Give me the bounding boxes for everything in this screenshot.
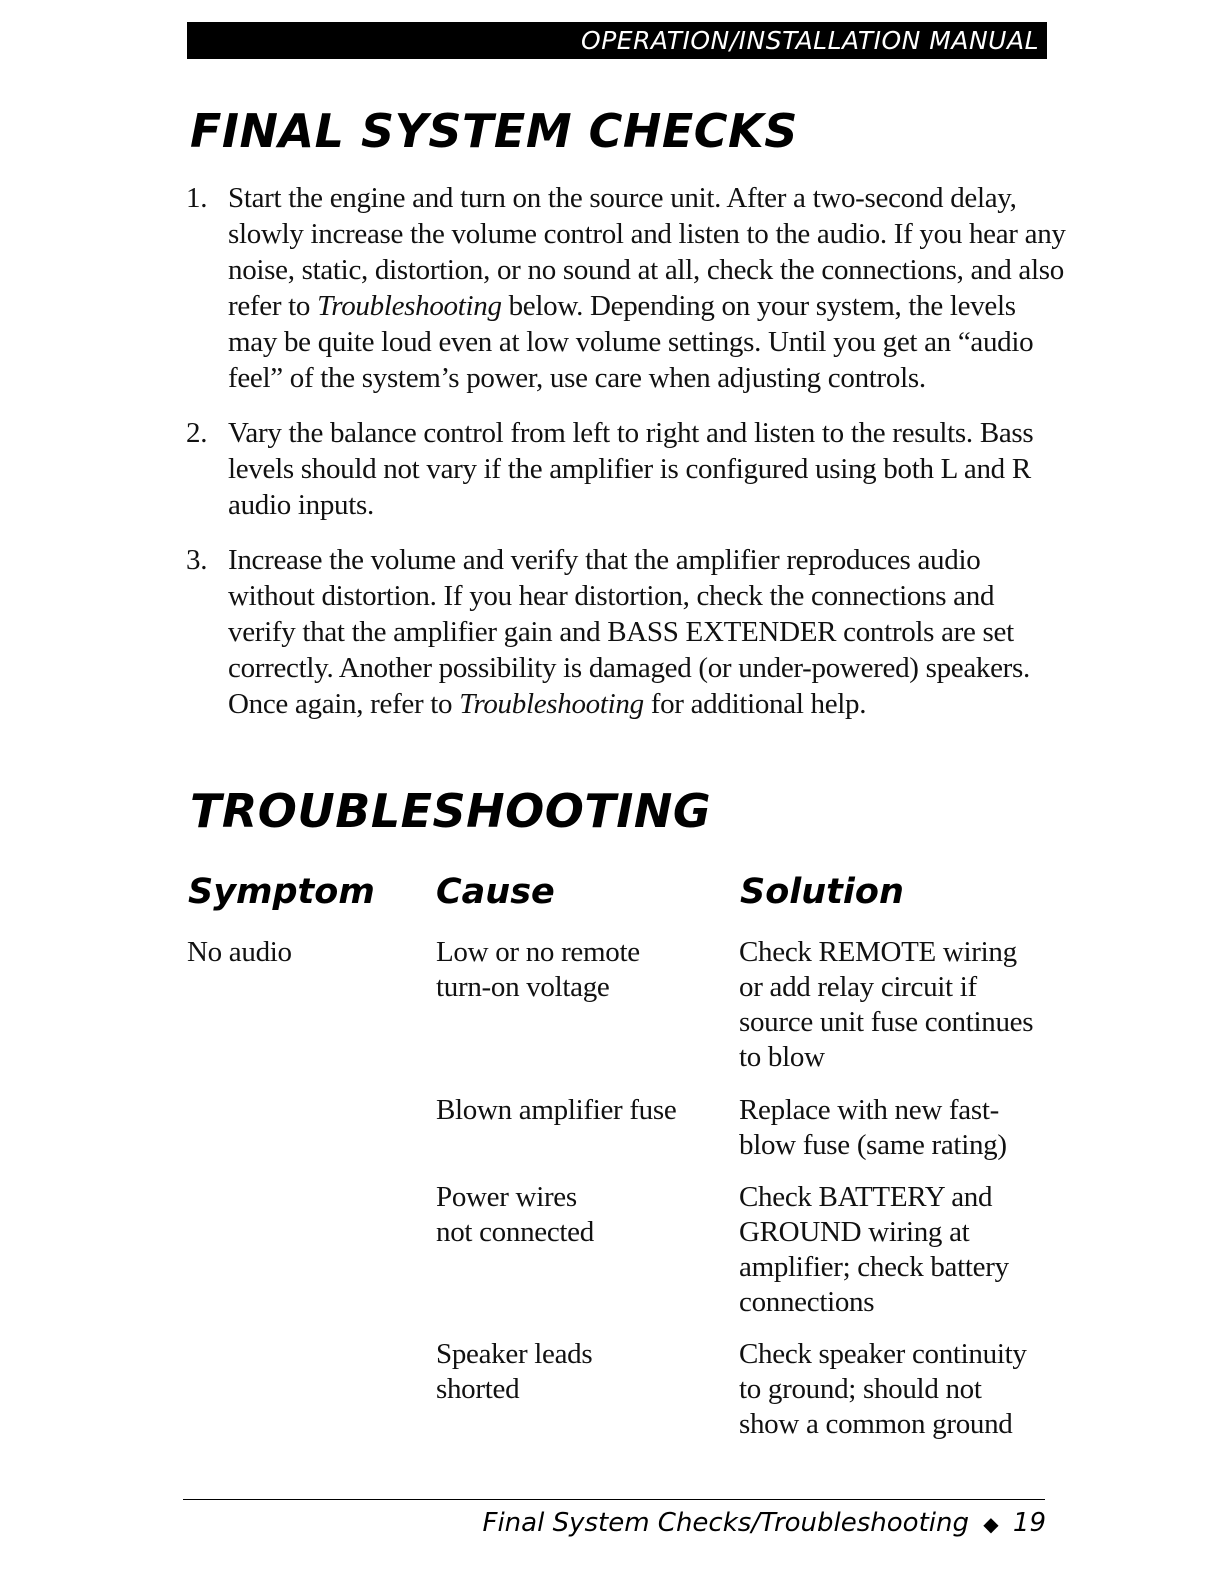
- footer-section-title: Final System Checks/Troubleshooting: [482, 1508, 969, 1538]
- final-checks-list: [186, 180, 1066, 741]
- step-number: 2.: [186, 417, 208, 449]
- solution-line: Replace with new fast-: [739, 1094, 999, 1126]
- solution-column-header: Solution: [740, 872, 904, 912]
- solution-cell: [739, 935, 1049, 1075]
- cause-line: turn-on voltage: [436, 971, 610, 1003]
- solution-line: to blow: [739, 1041, 825, 1073]
- cause-line: Speaker leads: [436, 1338, 593, 1370]
- solution-line: or add relay circuit if: [739, 971, 977, 1003]
- cause-column-header: Cause: [436, 872, 555, 912]
- step-text: Vary the balance control from left to right and listen to the results. Bass levels should not vary if the amplifier is configured using both L and R audio inputs.: [228, 417, 1034, 521]
- list-item: [186, 415, 1066, 523]
- solution-line: show a common ground: [739, 1408, 1013, 1440]
- footer-divider: [183, 1499, 1045, 1500]
- cause-line: Power wires: [436, 1181, 577, 1213]
- solution-line: source unit fuse continues: [739, 1006, 1034, 1038]
- step-number: 1.: [186, 182, 208, 214]
- page-footer: [483, 1508, 1047, 1538]
- list-item: [186, 542, 1066, 722]
- cause-line: Blown amplifier fuse: [436, 1094, 677, 1126]
- solution-line: blow fuse (same rating): [739, 1129, 1007, 1161]
- manual-header-bar: [187, 22, 1047, 59]
- cause-line: not connected: [436, 1216, 594, 1248]
- solution-cell: [739, 1093, 1049, 1163]
- list-item: [186, 180, 1066, 396]
- solution-line: connections: [739, 1286, 875, 1318]
- symptom-column-header: Symptom: [188, 872, 375, 912]
- cause-cell: [436, 1093, 726, 1128]
- cause-cell: [436, 935, 726, 1005]
- solution-line: to ground; should not: [739, 1373, 982, 1405]
- solution-line: Check speaker continuity: [739, 1338, 1027, 1370]
- step-italic-ref: Troubleshooting: [459, 688, 644, 720]
- step-text-cont: for additional help.: [643, 688, 867, 720]
- page-number: 19: [1012, 1508, 1046, 1538]
- final-system-checks-heading: FINAL SYSTEM CHECKS: [190, 104, 798, 158]
- manual-title: OPERATION/INSTALLATION MANUAL: [581, 26, 1039, 55]
- troubleshooting-heading: TROUBLESHOOTING: [190, 784, 712, 838]
- solution-line: amplifier; check battery: [739, 1251, 1009, 1283]
- solution-line: Check BATTERY and: [739, 1181, 993, 1213]
- cause-line: Low or no remote: [436, 936, 640, 968]
- diamond-icon: ◆: [983, 1512, 999, 1536]
- cause-cell: [436, 1180, 726, 1250]
- step-text: Increase the volume and verify that the amplifier reproduces audio without distortion. If you hear distortion, check the connections and verify that the amplifier gain and BASS EXTENDER controls are set correctly. Another possibility is damaged (or under-powered) speakers. Once again, refer to: [228, 544, 1030, 720]
- cause-cell: [436, 1337, 726, 1407]
- cause-line: shorted: [436, 1373, 520, 1405]
- solution-cell: [739, 1180, 1049, 1320]
- solution-line: GROUND wiring at: [739, 1216, 970, 1248]
- solution-cell: [739, 1337, 1049, 1442]
- step-number: 3.: [186, 544, 208, 576]
- solution-line: Check REMOTE wiring: [739, 936, 1017, 968]
- step-text: Start the engine and turn on the source unit. After a two-second delay, slowly increase the volume control and listen to the audio. If you hear any noise, static, distortion, or no sound at all, check the connections, and also refer to: [228, 182, 1066, 322]
- step-text-cont: below. Depending on your system, the levels may be quite loud even at low volume settings. Until you get an “audio feel” of the system’s power, use care when adjusting controls.: [228, 290, 1034, 394]
- step-italic-ref: Troubleshooting: [317, 290, 502, 322]
- symptom-cell: No audio: [187, 936, 292, 968]
